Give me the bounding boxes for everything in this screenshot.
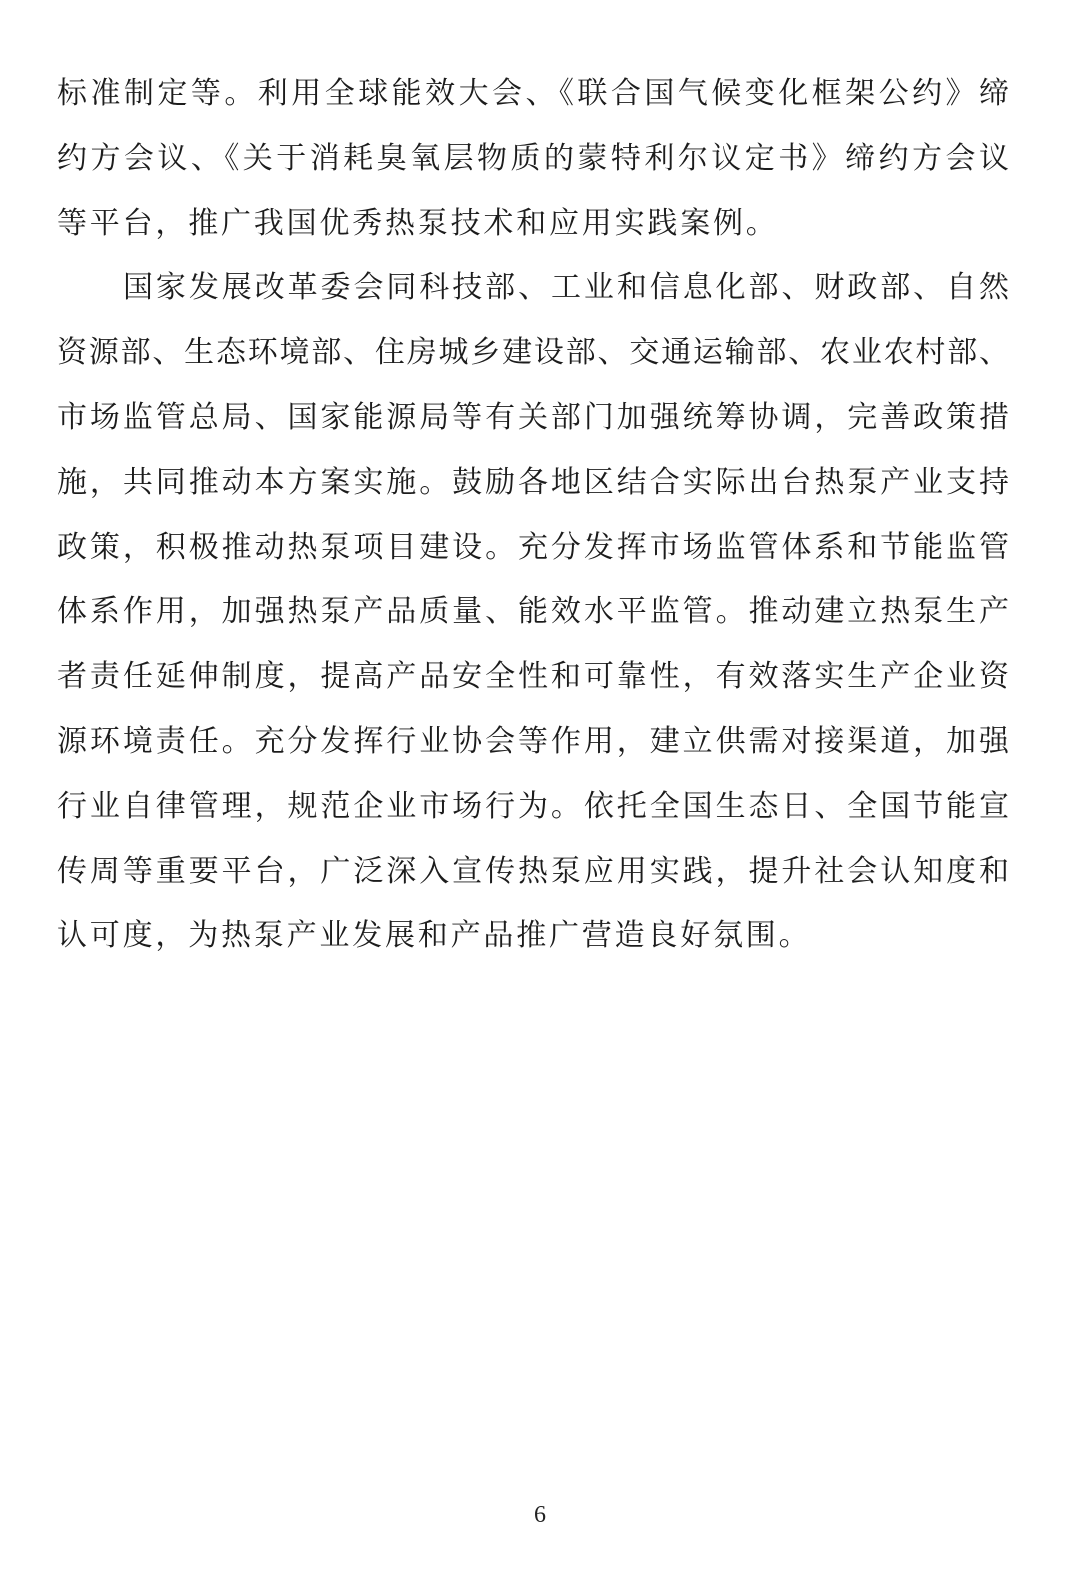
paragraph-policy-coordination — [57, 256, 1009, 969]
text-line: 标准制定等。利用全球能效大会、《联合国气候变化框架公约》缔 — [57, 76, 1009, 111]
text-line: 体系作用，加强热泵产品质量、能效水平监管。推动建立热泵生产 — [57, 594, 1009, 630]
text-line: 传周等重要平台，广泛深入宣传热泵应用实践，提升社会认知度和 — [57, 853, 1009, 889]
text-line: 者责任延伸制度，提高产品安全性和可靠性，有效落实生产企业资 — [57, 659, 1009, 695]
text-line: 施，共同推动本方案实施。鼓励各地区结合实际出台热泵产业支持 — [57, 464, 1009, 500]
text-line: 政策，积极推动热泵项目建设。充分发挥市场监管体系和节能监管 — [57, 529, 1009, 565]
paragraph-continued — [57, 62, 1009, 256]
text-line: 市场监管总局、国家能源局等有关部门加强统筹协调，完善政策措 — [57, 399, 1009, 435]
text-line: 资源部、生态环境部、住房城乡建设部、交通运输部、农业农村部、 — [57, 335, 1009, 371]
text-line: 源环境责任。充分发挥行业协会等作用，建立供需对接渠道，加强 — [57, 723, 1009, 759]
text-line: 认可度，为热泵产业发展和产品推广营造良好氛围。 — [57, 918, 812, 954]
text-line: 国家发展改革委会同科技部、工业和信息化部、财政部、自然 — [123, 270, 1009, 306]
text-line: 等平台，推广我国优秀热泵技术和应用实践案例。 — [57, 205, 779, 241]
text-line: 行业自律管理，规范企业市场行为。依托全国生态日、全国节能宣 — [57, 788, 1009, 824]
page-number: 6 — [534, 1502, 546, 1528]
text-line: 约方会议、《关于消耗臭氧层物质的蒙特利尔议定书》缔约方会议 — [57, 140, 1009, 176]
body-text — [57, 62, 1009, 969]
